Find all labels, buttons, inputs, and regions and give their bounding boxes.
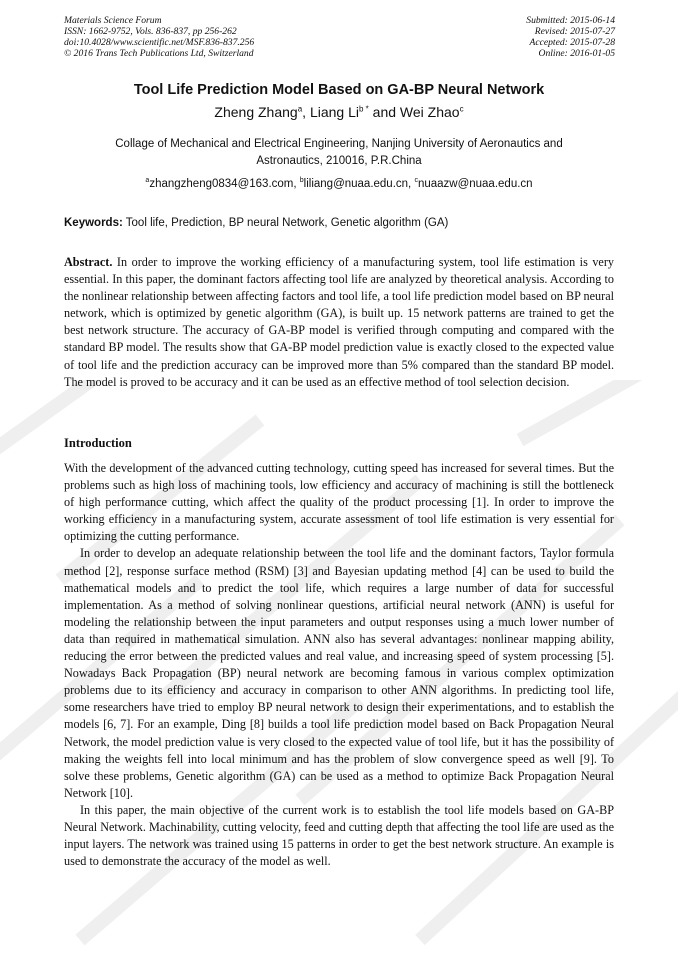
author-affiliation-mark: a: [297, 104, 303, 114]
author-name: Liang Li: [309, 104, 359, 120]
journal-name: Materials Science Forum: [64, 15, 162, 26]
author-list: [0, 104, 678, 120]
introduction-body: [64, 460, 614, 870]
author-name: Zheng Zhang: [214, 104, 298, 120]
email-mark: b: [299, 177, 304, 184]
journal-info: [64, 15, 254, 59]
date-accepted: Accepted: 2015-07-28: [529, 37, 615, 48]
author-separator: ,: [302, 104, 310, 120]
paragraph: In order to develop an adequate relationship between the tool life and the dominant factors, Taylor formula method [2], response surface method (RSM) [3] and Bayesian updating method [4] can be used to build the mathematical models and to predict the tool life, which requires a large number of data for successful implementation. As a method of solving nonlinear questions, artificial neural network (ANN) is useful for modeling the relationship between the input parameters and output responses using a much lower number of data than required in mathematical simulation. ANN also has several advantages: nonlinear mapping ability, reducing the error between the predicted values and real value, and increasing speed of system processing [5]. Nowadays Back Propagation (BP) neural network are becoming famous in various complex optimization problems due to its efficiency and accuracy in comparison to other ANN algorithms. In predicting tool life, some researchers have tried to employ BP neural network to design their experimentations, and to establish the models [6, 7]. For an example, Ding [8] builds a tool life prediction model based on Back Propagation Neural Network, the model prediction value is very closed to the expected value of tool life, but it has the possibility of making the weights fell into local minimum and has the problem of slow convergence speed as well [9]. To solve these problems, Genetic algorithm (GA) can be used as a method to optimize Back Propagation Neural Network [10].: [64, 546, 614, 800]
section-heading-introduction: Introduction: [64, 436, 132, 450]
author-affiliation-mark: b *: [358, 104, 369, 114]
date-online: Online: 2016-01-05: [538, 48, 615, 59]
author-affiliation-mark: c: [459, 104, 464, 114]
email-link[interactable]: nuaazw@nuaa.edu.cn: [417, 177, 533, 190]
author-separator: and: [368, 104, 400, 120]
journal-copyright: © 2016 Trans Tech Publications Ltd, Switzerland: [64, 48, 254, 59]
date-submitted: Submitted: 2015-06-14: [526, 15, 615, 26]
abstract-label: Abstract.: [64, 255, 113, 269]
keywords-text: Tool life, Prediction, BP neural Network, Genetic algorithm (GA): [122, 217, 449, 229]
abstract-text: In order to improve the working efficiency of a manufacturing system, tool life estimation is very essential. In this paper, the dominant factors affecting tool life are analyzed by theoretical analysis. According to the nonlinear relationship between affecting factors and tool life, a tool life prediction model based on BP neural network, which is optimized by genetic algorithm (GA), is built up. 15 network patterns are trained to get the best network structure. The accuracy of GA-BP model is verified through computing and compared with the standard BP model. The results show that GA-BP model prediction value is exactly closed to the expected value of tool life and the prediction accuracy can be improved more than 5% compared than the standard BP model. The model is proved to be accuracy and it can be used as an effective method of tool selection decision.: [64, 255, 614, 389]
publication-dates: [526, 15, 615, 59]
email-link[interactable]: zhangzheng0834@163.com,: [149, 177, 300, 190]
affiliation: Collage of Mechanical and Electrical Engineering, Nanjing University of Aeronautics and Astronautics, 210016, P.R.China: [115, 138, 563, 167]
journal-doi[interactable]: doi:10.4028/www.scientific.net/MSF.836-837.256: [64, 37, 255, 48]
paper-title: Tool Life Prediction Model Based on GA-BP Neural Network: [133, 82, 545, 98]
keywords: [64, 217, 616, 229]
keywords-label: Keywords:: [64, 217, 123, 229]
author-emails: [0, 177, 678, 190]
email-mark: a: [145, 177, 150, 184]
abstract: [64, 254, 614, 391]
date-revised: Revised: 2015-07-27: [534, 26, 615, 37]
paragraph: With the development of the advanced cutting technology, cutting speed has increased for several times. But the problems such as high loss of machining tools, low efficiency and accuracy of machining is still the bottleneck of high performance cutting, which affect the quality of the product processing [1]. In order to improve the working efficiency in a manufacturing system, accurate assessment of tool life estimation is very essential for optimizing the cutting performance.: [64, 461, 614, 544]
journal-issn: ISSN: 1662-9752, Vols. 836-837, pp 256-262: [64, 26, 237, 37]
email-mark: c: [414, 177, 418, 184]
author-name: Wei Zhao: [399, 104, 460, 120]
email-link[interactable]: liliang@nuaa.edu.cn,: [303, 177, 415, 190]
paragraph: In this paper, the main objective of the current work is to establish the tool life models based on GA-BP Neural Network. Machinability, cutting velocity, feed and cutting depth that affecting the tool life are used as the input layers. The network was trained using 15 patterns in order to get the best network structure. An example is used to demonstrate the accuracy of the model as well.: [64, 802, 614, 869]
